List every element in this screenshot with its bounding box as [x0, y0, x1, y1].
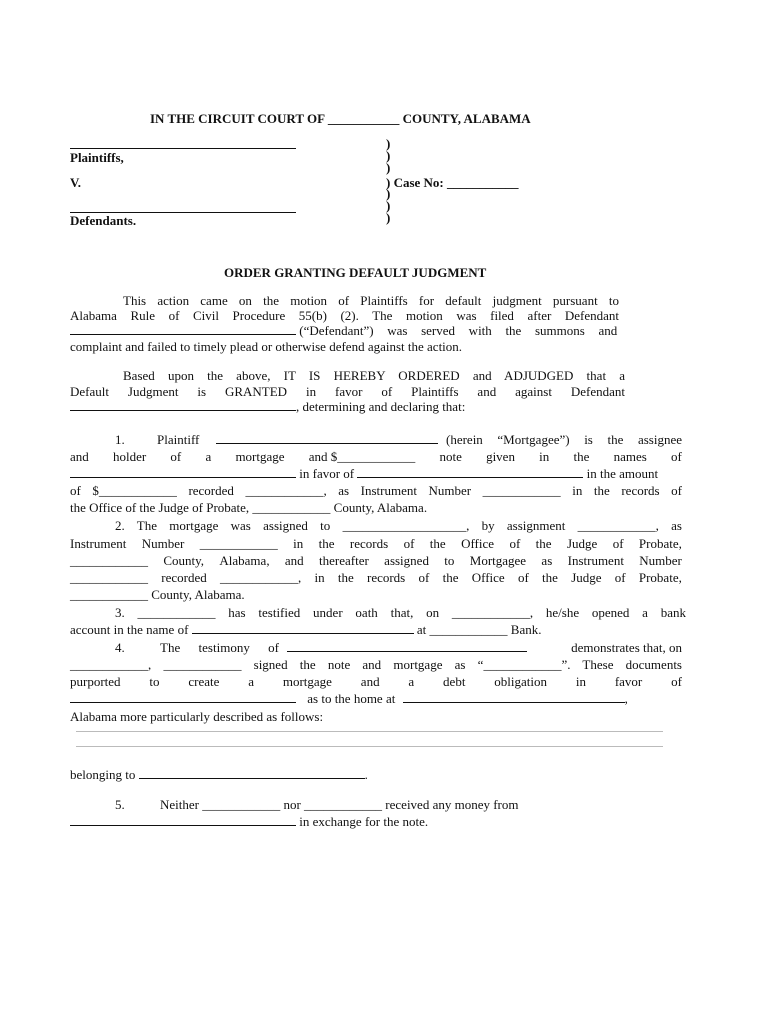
- word: the: [542, 570, 558, 585]
- word: Judge: [571, 570, 602, 585]
- word: the: [573, 449, 590, 464]
- p4-number: 4.: [115, 640, 125, 655]
- word: mortgage: [235, 449, 285, 464]
- word: in: [314, 570, 325, 585]
- word: to: [149, 674, 160, 689]
- word: Judge: [566, 536, 598, 551]
- defendants-label: Defendants.: [70, 213, 137, 228]
- word: Probate,: [638, 570, 682, 585]
- word: of: [403, 536, 415, 551]
- word: Alabama,: [219, 553, 270, 568]
- p1-line-3: [70, 465, 658, 482]
- ordered-line-3-text: , determining and declaring that:: [296, 399, 466, 414]
- p4-testimony: [160, 639, 279, 656]
- comma: ,: [624, 691, 628, 706]
- word: Office: [471, 570, 505, 585]
- word: of: [612, 536, 624, 551]
- intro-line-1: This action came on the motion of Plaintiffs for default judgment pursuant to: [123, 293, 619, 308]
- word: in: [575, 674, 586, 689]
- caption-paren: ): [386, 136, 391, 151]
- word: testimony: [198, 640, 250, 655]
- word: Probate,: [638, 536, 682, 551]
- order-title: ORDER GRANTING DEFAULT JUDGMENT: [224, 265, 487, 280]
- word: Instrument: [70, 536, 127, 551]
- favor-of-blank: [70, 691, 296, 703]
- p5-number: 5.: [115, 797, 125, 812]
- word: favor: [614, 674, 643, 689]
- p1-number: 1.: [115, 432, 125, 447]
- word: obligation: [494, 674, 547, 689]
- belonging-to-text: belonging to: [70, 767, 136, 782]
- p1-plaintiff-label: Plaintiff: [157, 432, 200, 447]
- word: bank: [660, 605, 686, 620]
- word: given: [486, 449, 515, 464]
- p1-herein: (herein “Mortgagee”) is the assignee: [446, 432, 682, 447]
- case-number-label: ) Case No:: [386, 175, 444, 190]
- word: in: [293, 536, 304, 551]
- ordered-line-2: Default Judgment is GRANTED in favor of Plaintiffs and against Defendant: [70, 384, 625, 399]
- word: of: [170, 449, 182, 464]
- word: ____________: [199, 536, 278, 551]
- intro-line-3-text: (“Defendant”) was served with the summons and: [299, 323, 618, 338]
- word: Office: [461, 536, 495, 551]
- p4-demonstrates: demonstrates that, on: [571, 640, 682, 655]
- caption-paren: ): [386, 160, 391, 175]
- testimony-blank: [287, 639, 527, 656]
- word: the: [535, 536, 552, 551]
- caption-paren: ): [386, 198, 391, 213]
- word: to: [444, 553, 455, 568]
- word: Mortgagee: [469, 553, 527, 568]
- word: of: [268, 640, 279, 655]
- word: has: [228, 605, 246, 620]
- home-at-text: as to the home at: [307, 691, 396, 706]
- account-name-blank: [192, 622, 414, 634]
- word: 3.: [115, 605, 125, 620]
- word: recorded: [161, 570, 207, 585]
- word: ____________: [70, 570, 148, 585]
- p4-line-3: [70, 673, 682, 690]
- word: a: [205, 449, 212, 464]
- case-number-field: [386, 174, 519, 191]
- caption-paren: ): [386, 148, 391, 163]
- word: in: [539, 449, 550, 464]
- word: a: [248, 674, 255, 689]
- home-address-blank: [403, 691, 625, 703]
- case-number-blank: ___________: [447, 175, 519, 190]
- p1-plaintiff-blank: [216, 431, 438, 448]
- word: ____________: [70, 553, 148, 568]
- word: of: [671, 674, 682, 689]
- word: purported: [70, 674, 121, 689]
- payee-blank: [70, 814, 296, 826]
- p2-line-3: [70, 552, 682, 569]
- p1-line-4: of $____________ recorded ____________, as Instrument Number ____________ in the records of: [70, 483, 682, 498]
- versus-label: V.: [70, 175, 81, 190]
- defendant-blank: [70, 399, 296, 411]
- word: Instrument: [567, 553, 624, 568]
- p2-line-1: 2. The mortgage was assigned to ___________________, by assignment ____________, as: [115, 518, 682, 533]
- intro-line-4: complaint and failed to timely plead or otherwise defend against the action.: [70, 339, 463, 354]
- word: create: [188, 674, 220, 689]
- word: Number: [141, 536, 185, 551]
- word: of: [517, 570, 529, 585]
- word: assigned: [384, 553, 429, 568]
- word: under: [313, 605, 343, 620]
- word: as: [541, 553, 553, 568]
- word: a: [408, 674, 415, 689]
- p3-line-2: [70, 621, 542, 638]
- word: that,: [390, 605, 414, 620]
- word: holder: [112, 449, 147, 464]
- p4-line-2: ____________, ____________ signed the note and mortgage as “____________”. These documents: [70, 657, 682, 672]
- word: the: [318, 536, 335, 551]
- intro-line-3: [70, 322, 619, 339]
- p2-line-4: [70, 569, 682, 586]
- word: of: [614, 570, 626, 585]
- p1-line-2: [70, 448, 682, 465]
- county-blank: ___________: [327, 111, 400, 126]
- word: debt: [443, 674, 466, 689]
- description-line-2: [76, 746, 663, 747]
- word: the: [337, 570, 354, 585]
- in-the-amount-text: in the amount: [586, 466, 659, 481]
- p2-line-5: ____________ County, Alabama.: [70, 587, 245, 602]
- word: of: [509, 536, 521, 551]
- p4-line-5: Alabama more particularly described as follows:: [70, 709, 324, 724]
- word: The: [160, 640, 181, 655]
- word: and: [284, 553, 304, 568]
- description-line-1: [76, 731, 663, 732]
- word: on: [426, 605, 440, 620]
- word: records: [366, 570, 406, 585]
- ordered-line-1: Based upon the above, IT IS HEREBY ORDERED and ADJUDGED that a: [123, 368, 625, 383]
- word: mortgage: [282, 674, 332, 689]
- plaintiffs-label: Plaintiffs,: [70, 150, 124, 165]
- word: thereafter: [319, 553, 369, 568]
- defendant-name-blank: [70, 323, 296, 335]
- word: the: [442, 570, 459, 585]
- court-heading: [150, 110, 531, 127]
- names-blank: [70, 466, 296, 478]
- word: ____________,: [451, 605, 534, 620]
- word: ____________,: [219, 570, 302, 585]
- at-text: at: [416, 622, 427, 637]
- word: Number: [639, 553, 682, 568]
- exchange-text: in exchange for the note.: [299, 814, 429, 829]
- account-name-text: account in the name of: [70, 622, 189, 637]
- word: and $____________: [308, 449, 416, 464]
- word: of: [671, 449, 682, 464]
- word: note: [439, 449, 462, 464]
- favor-blank: [357, 466, 583, 478]
- caption-paren: ): [386, 210, 391, 225]
- word: testified: [258, 605, 301, 620]
- period: .: [364, 767, 368, 782]
- p3-line-1: [115, 604, 686, 621]
- word: names: [613, 449, 647, 464]
- intro-line-2: Alabama Rule of Civil Procedure 55(b) (2). The motion was filed after Defendant: [70, 308, 619, 323]
- p1-line-5: the Office of the Judge of Probate, ____________ County, Alabama.: [70, 500, 428, 515]
- p2-line-2: [70, 535, 682, 552]
- ordered-line-3: [70, 398, 465, 415]
- p5-line-2: [70, 813, 428, 830]
- word: oath: [355, 605, 378, 620]
- word: he/she: [545, 605, 580, 620]
- word: ____________: [137, 605, 216, 620]
- word: records: [349, 536, 389, 551]
- word: and: [70, 449, 89, 464]
- bank-text: ____________ Bank.: [429, 622, 542, 637]
- p4-line-4: [70, 690, 682, 707]
- word: and: [360, 674, 380, 689]
- court-heading-left: IN THE CIRCUIT COURT OF: [150, 111, 325, 126]
- word: a: [642, 605, 648, 620]
- word: County,: [163, 553, 205, 568]
- word: opened: [591, 605, 630, 620]
- belonging-to-blank: [139, 767, 365, 779]
- word: the: [429, 536, 446, 551]
- belonging-to-line: [70, 766, 368, 783]
- in-favor-of-text: in favor of: [299, 466, 355, 481]
- court-heading-right: COUNTY, ALABAMA: [402, 111, 531, 126]
- caption-paren: ): [386, 186, 391, 201]
- word: of: [418, 570, 430, 585]
- p5-line-1: Neither ____________ nor ____________ received any money from: [160, 797, 519, 812]
